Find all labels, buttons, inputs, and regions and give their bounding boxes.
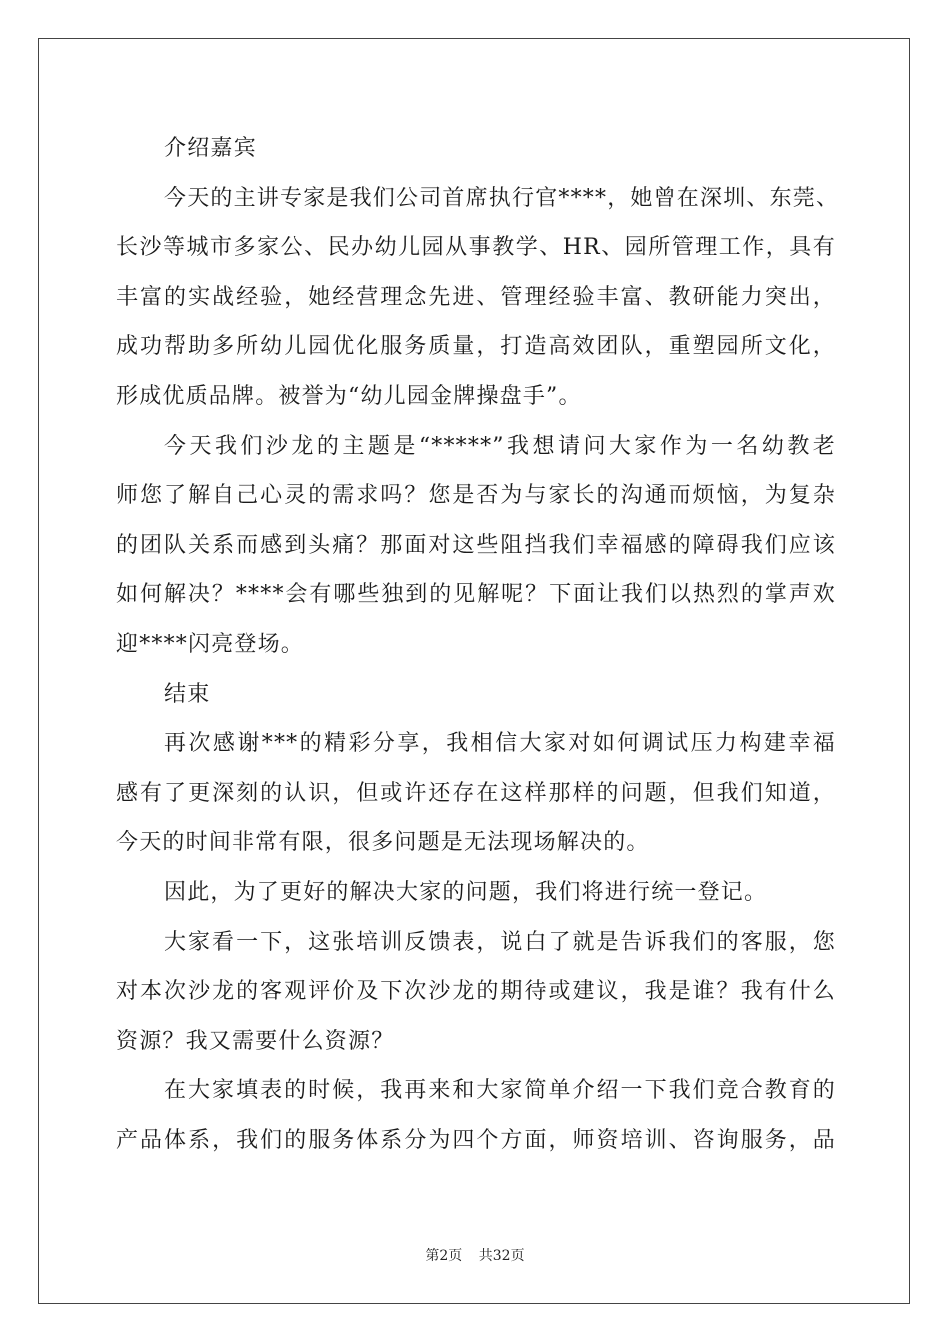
text-line: 因此，为了更好的解决大家的问题，我们将进行统一登记。 xyxy=(164,879,768,905)
text-line: 迎****闪亮登场。 xyxy=(116,631,305,657)
text-line: 大家看一下，这张培训反馈表，说白了就是告诉我们的客服，您 xyxy=(164,929,836,955)
text-line: 今天我们沙龙的主题是“*****”我想请问大家作为一名幼教老 xyxy=(164,433,836,459)
text-line: 感有了更深刻的认识，但或许还存在这样那样的问题，但我们知道， xyxy=(116,780,836,806)
page-number: 第2页 xyxy=(425,1248,463,1264)
section-heading-ending: 结束 xyxy=(164,681,211,707)
text-line: 资源？我又需要什么资源？ xyxy=(116,1028,395,1054)
text-line: 丰富的实战经验，她经营理念先进、管理经验丰富、教研能力突出， xyxy=(116,284,836,310)
section-heading-intro: 介绍嘉宾 xyxy=(164,136,257,161)
text-line: 的团队关系而感到头痛？那面对这些阻挡我们幸福感的障碍我们应该 xyxy=(116,532,836,558)
page-total: 共32页 xyxy=(478,1248,525,1264)
text-line: 今天的主讲专家是我们公司首席执行官****，她曾在深圳、东莞、 xyxy=(164,185,840,211)
document-body xyxy=(116,124,840,1165)
text-line: 如何解决？****会有哪些独到的见解呢？下面让我们以热烈的掌声欢 xyxy=(116,582,836,608)
text-line: 产品体系，我们的服务体系分为四个方面，师资培训、咨询服务，品 xyxy=(116,1127,836,1153)
text-line: 今天的时间非常有限，很多问题是无法现场解决的。 xyxy=(116,830,650,856)
page-footer xyxy=(0,1245,950,1265)
text-line: 师您了解自己心灵的需求吗？您是否为与家长的沟通而烦恼，为复杂 xyxy=(116,483,836,509)
text-line: 长沙等城市多家公、民办幼儿园从事教学、HR、园所管理工作，具有 xyxy=(116,235,836,261)
text-line: 成功帮助多所幼儿园优化服务质量，打造高效团队，重塑园所文化， xyxy=(116,334,836,360)
text-line: 在大家填表的时候，我再来和大家简单介绍一下我们竞合教育的 xyxy=(164,1078,836,1104)
text-line: 再次感谢***的精彩分享，我相信大家对如何调试压力构建幸福 xyxy=(164,731,836,757)
text-line: 形成优质品牌。被誉为“幼儿园金牌操盘手”。 xyxy=(116,383,582,409)
text-line: 对本次沙龙的客观评价及下次沙龙的期待或建议，我是谁？我有什么 xyxy=(116,979,836,1005)
